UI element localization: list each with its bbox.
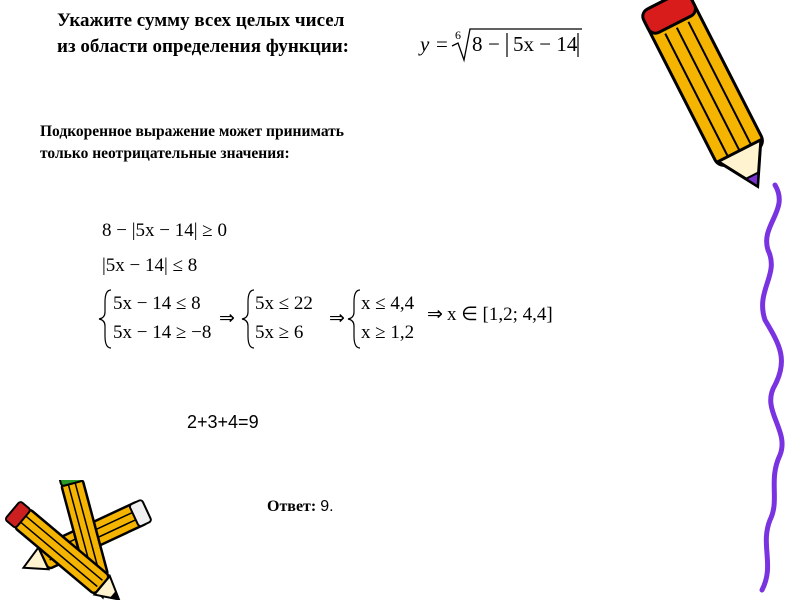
brace-3 — [348, 290, 360, 348]
sys3-line-1: x ≤ 4,4 — [361, 293, 415, 314]
task-text — [57, 8, 349, 60]
formula-root-index: 6 — [455, 28, 461, 42]
sys3-line-2: x ≥ 1,2 — [361, 322, 415, 343]
note-line-1: Подкоренное выражение может принимать — [40, 123, 344, 140]
answer-line — [267, 498, 334, 516]
sys1-line-2: 5x − 14 ≥ −8 — [113, 322, 212, 343]
sys1-line-1: 5x − 14 ≤ 8 — [113, 293, 201, 314]
pencil-drawing-purple — [640, 0, 800, 600]
task-line-1: Укажите сумму всех целых чисел — [57, 10, 345, 31]
answer-value: 9. — [320, 498, 334, 515]
formula-abs-inner: 5x − 14 — [513, 32, 578, 56]
function-formula — [412, 24, 612, 64]
task-line-2: из области определения функции: — [57, 36, 349, 57]
arrow-1: ⇒ — [219, 308, 235, 329]
arrow-2: ⇒ — [329, 308, 345, 329]
step-2: |5x − 14| ≤ 8 — [102, 255, 198, 276]
sys2-line-2: 5x ≥ 6 — [255, 322, 304, 343]
solution-steps — [95, 212, 565, 352]
formula-y: y — [420, 32, 430, 56]
step-1: 8 − |5x − 14| ≥ 0 — [102, 220, 227, 241]
formula-8: 8 — [472, 32, 483, 56]
note-line-2: только неотрицательные значения: — [40, 145, 290, 162]
answer-label: Ответ: — [267, 498, 317, 515]
brace-1 — [99, 290, 111, 348]
arrow-3: ⇒ — [427, 304, 443, 325]
final-interval: x ∈ [1,2; 4,4] — [447, 304, 553, 325]
pencils-crossed-drawing — [0, 480, 170, 600]
note-text — [40, 121, 344, 165]
brace-2 — [242, 290, 254, 348]
sys2-line-1: 5x ≤ 22 — [255, 293, 313, 314]
formula-eq: = — [436, 32, 448, 56]
formula-minus: − — [488, 32, 500, 56]
sum-line: 2+3+4=9 — [187, 412, 259, 432]
